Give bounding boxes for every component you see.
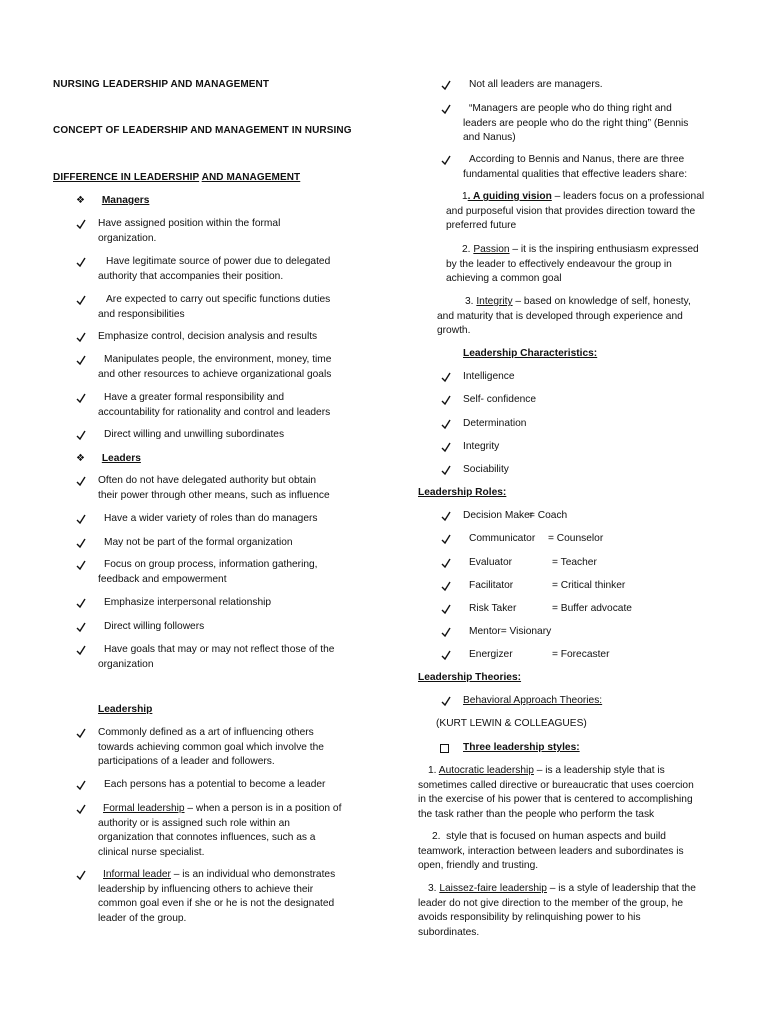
checkmark-icon — [76, 644, 86, 656]
checkmark-icon — [76, 475, 86, 487]
informal-leader-line4: leader of the group. — [98, 912, 187, 924]
style-democratic — [418, 830, 743, 874]
managers-item-7-line1: Direct willing and unwilling subordinates — [104, 429, 285, 440]
checkmark-icon — [441, 464, 451, 476]
difference-heading-part1: DIFFERENCE IN LEADERSHIP — [53, 172, 200, 183]
bennis-quote-line2: leaders are people who do the right thing” (Bennis — [463, 117, 689, 129]
checkmark-icon — [441, 394, 451, 406]
checkmark-icon — [441, 626, 451, 638]
not-all-leaders-text: Not all leaders are managers. — [469, 79, 603, 90]
checkmark-icon — [76, 331, 86, 343]
checkmark-icon — [76, 392, 86, 404]
diamond-bullet-icon: ❖ — [76, 195, 85, 206]
bennis-quote-line1: “Managers are people who do thing right and — [469, 103, 672, 114]
style-autocratic — [418, 764, 743, 822]
role-equivalent: = Forecaster — [552, 649, 610, 660]
checkmark-icon — [76, 779, 86, 791]
quality-1-line2: and purposeful vision that provides direction toward the — [446, 205, 696, 217]
three-qualities-line2: fundamental qualities that effective leaders share: — [463, 168, 688, 180]
checkmark-icon — [441, 154, 451, 166]
checkmark-icon — [76, 621, 86, 633]
style-3-line4: subordinates. — [418, 926, 480, 938]
difference-heading-part2: AND MANAGEMENT — [201, 172, 301, 183]
quality-3-term: Integrity — [476, 296, 513, 307]
quality-1-term: . A guiding vision — [467, 191, 552, 202]
role-name: Energizer — [469, 649, 513, 660]
characteristic-label: Intelligence — [463, 371, 515, 382]
managers-item-6-line1: Have a greater formal responsibility and — [104, 392, 285, 403]
checkmark-icon — [76, 727, 86, 739]
formal-leadership-line4: clinical nurse specialist. — [98, 846, 205, 858]
role-equivalent: = Teacher — [552, 557, 597, 568]
characteristics-heading: Leadership Characteristics: — [463, 348, 598, 359]
style-3-number: 3. — [428, 883, 437, 894]
style-2-line2: teamwork, interaction between leaders and subordinates is — [418, 845, 684, 857]
leaders-item-7-line2: organization — [98, 658, 154, 670]
leadership-definition-line2: towards achieving common goal which involve the — [98, 741, 324, 753]
managers-item-5-line1: Manipulates people, the environment, money, time — [104, 354, 332, 365]
quality-3-line3: growth. — [437, 325, 471, 337]
leaders-item-6-line1: Direct willing followers — [104, 621, 205, 632]
informal-leader-line2: leadership by influencing others to achieve their — [98, 883, 314, 895]
checkmark-icon — [76, 869, 86, 881]
quality-integrity — [437, 295, 747, 339]
quality-passion — [446, 243, 746, 287]
style-3-line3: avoids responsibility by relinquishing power to his — [418, 912, 641, 924]
theories-heading: Leadership Theories: — [418, 672, 522, 683]
checkmark-icon — [76, 597, 86, 609]
leaders-item-5-line1: Emphasize interpersonal relationship — [104, 597, 272, 608]
managers-item-3-line1: Are expected to carry out specific functions duties — [106, 294, 331, 305]
section-difference-heading — [53, 171, 300, 186]
leadership-potential-text: Each persons has a potential to become a leader — [104, 779, 326, 790]
checkmark-icon — [441, 103, 451, 115]
bennis-quote-line3: and Nanus) — [463, 132, 516, 144]
managers-item-2-line2: authority that accompanies their position. — [98, 270, 284, 282]
checkmark-icon — [441, 649, 451, 661]
checkmark-icon — [441, 441, 451, 453]
checkmark-icon — [441, 371, 451, 383]
characteristic-label: Sociability — [463, 464, 509, 475]
roles-heading: Leadership Roles: — [418, 487, 507, 498]
quality-2-line1: – it is the inspiring enthusiasm expressed — [509, 244, 699, 255]
managers-item-1-line2: organization. — [98, 232, 157, 244]
quality-3-line1: – based on knowledge of self, honesty, — [512, 296, 691, 307]
characteristic-label: Determination — [463, 418, 527, 429]
checkmark-icon — [76, 537, 86, 549]
quality-3-number: 3. — [465, 296, 474, 307]
characteristic-label: Self- confidence — [463, 394, 537, 405]
role-name: Evaluator — [469, 557, 513, 568]
checkbox-square-icon — [440, 744, 449, 753]
managers-item-1-line1: Have assigned position within the formal — [98, 218, 281, 229]
role-name: Mentor= Visionary — [469, 626, 552, 637]
style-3-line1: – is a style of leadership that the — [546, 883, 696, 894]
leaders-item-2-line1: Have a wider variety of roles than do managers — [104, 513, 318, 524]
formal-leadership-term: Formal leadership — [103, 803, 185, 814]
quality-2-term: Passion — [473, 244, 510, 255]
style-3-line2: leader do not give direction to the member of the group, he — [418, 897, 684, 909]
role-name: Facilitator — [469, 580, 514, 591]
leadership-definition-line1: Commonly defined as a art of influencing others — [98, 727, 314, 738]
role-name: Risk Taker — [469, 603, 517, 614]
role-equivalent: = Coach — [529, 510, 568, 521]
leaders-item-7-line1: Have goals that may or may not reflect those of the — [104, 644, 335, 655]
formal-leadership-line1: – when a person is in a position of — [184, 803, 342, 814]
style-1-line1: – is a leadership style that is — [533, 765, 665, 776]
informal-leader-line3: common goal even if she or he is not the designated — [98, 898, 335, 910]
document-title: NURSING LEADERSHIP AND MANAGEMENT — [53, 79, 270, 90]
leaders-label: Leaders — [101, 453, 141, 464]
managers-item-2-line1: Have legitimate source of power due to delegated — [106, 256, 331, 267]
section-concept-heading: CONCEPT OF LEADERSHIP AND MANAGEMENT IN NURSING — [53, 125, 352, 136]
checkmark-icon — [441, 510, 451, 522]
managers-item-3-line2: and responsibilities — [98, 308, 185, 320]
checkmark-icon — [441, 79, 451, 91]
style-1-line3: in the exercise of his power that is centered to accomplishing — [418, 794, 693, 806]
checkmark-icon — [76, 294, 86, 306]
checkmark-icon — [76, 256, 86, 268]
diamond-bullet-icon: ❖ — [76, 453, 85, 464]
behavioral-theories-text: Behavioral Approach Theories: — [463, 695, 603, 706]
style-1-line2: sometimes called directive or bureaucratic that uses coercion — [418, 779, 694, 791]
formal-leadership-line2: authority or is assigned such role within an — [98, 817, 290, 829]
managers-item-5-line2: and other resources to achieve organizational goals — [98, 368, 332, 380]
leaders-item-1-line1: Often do not have delegated authority but obtain — [98, 475, 317, 486]
checkmark-icon — [76, 354, 86, 366]
formal-leadership-line3: organization that connotes influences, such as a — [98, 832, 316, 844]
three-qualities-line1: According to Bennis and Nanus, there are three — [469, 154, 685, 165]
characteristic-label: Integrity — [463, 441, 500, 452]
checkmark-icon — [76, 803, 86, 815]
leaders-item-4-line2: feedback and empowerment — [98, 573, 227, 585]
leadership-heading: Leadership — [98, 704, 153, 715]
role-equivalent: = Critical thinker — [552, 580, 626, 591]
checkmark-icon — [441, 418, 451, 430]
style-1-number: 1. — [428, 765, 437, 776]
role-name: Decision Maker — [463, 510, 534, 521]
managers-subheading — [76, 194, 149, 209]
quality-1-line3: preferred future — [446, 220, 517, 232]
quality-1-line1: – leaders focus on a professional — [551, 191, 705, 202]
checkmark-icon — [441, 557, 451, 569]
managers-label: Managers — [101, 195, 150, 206]
managers-item-6-line2: accountability for rationality and control and leaders — [98, 406, 331, 418]
style-laissez-faire — [418, 882, 743, 940]
style-3-term: Laissez-faire leadership — [439, 883, 547, 894]
checkmark-icon — [441, 603, 451, 615]
informal-leader-term: Informal leader — [103, 869, 171, 880]
leaders-subheading — [76, 452, 141, 467]
three-styles-text: Three leadership styles: — [463, 742, 580, 753]
style-1-term: Autocratic leadership — [438, 765, 534, 776]
quality-1-number: 1 — [462, 191, 468, 202]
style-2-line1: 2. style that is focused on human aspects and build — [432, 831, 666, 842]
checkmark-icon — [76, 218, 86, 230]
style-2-line3: open, friendly and trusting. — [418, 860, 539, 872]
role-equivalent: = Buffer advocate — [552, 603, 632, 614]
kurt-lewin-text: (KURT LEWIN & COLLEAGUES) — [436, 718, 587, 729]
quality-3-line2: and maturity that is developed through experience and — [437, 310, 683, 322]
style-1-line4: the task rather than the people who perform the task — [418, 808, 655, 820]
quality-2-line3: achieving a common goal — [446, 273, 562, 285]
informal-leader-line1: – is an individual who demonstrates — [170, 869, 336, 880]
leaders-item-1-line2: their power through other means, such as influence — [98, 489, 330, 501]
quality-guiding-vision — [446, 190, 746, 234]
checkmark-icon — [76, 559, 86, 571]
role-name: Communicator — [469, 533, 536, 544]
checkmark-icon — [76, 513, 86, 525]
quality-2-line2: by the leader to effectively endeavour the group in — [446, 258, 672, 270]
leaders-item-4-line1: Focus on group process, information gathering, — [104, 559, 318, 570]
leadership-definition-line3: participations of a leader and followers. — [98, 756, 275, 768]
managers-item-4-line1: Emphasize control, decision analysis and results — [98, 331, 318, 342]
quality-2-number: 2. — [462, 244, 471, 255]
role-equivalent: = Counselor — [548, 533, 604, 544]
checkmark-icon — [441, 533, 451, 545]
leaders-item-3-line1: May not be part of the formal organization — [104, 537, 293, 548]
checkmark-icon — [441, 580, 451, 592]
checkmark-icon — [76, 429, 86, 441]
checkmark-icon — [441, 695, 451, 707]
